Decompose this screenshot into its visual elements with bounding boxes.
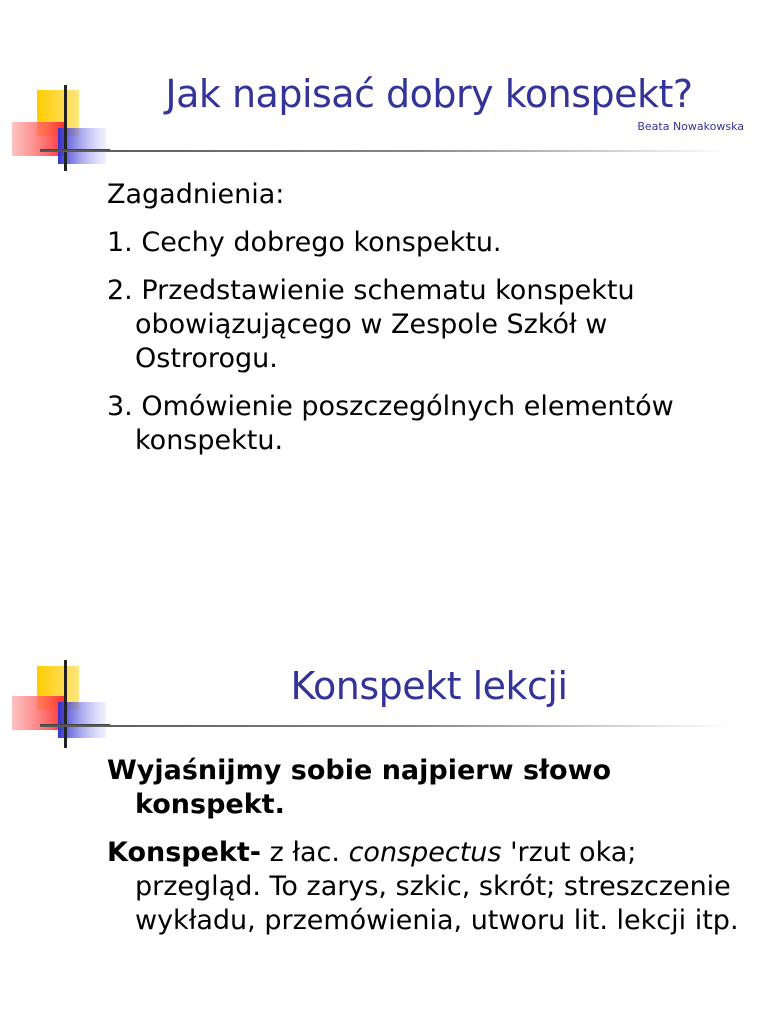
topic-item: 3. Omówienie poszczególnych elementów konspektu. xyxy=(107,391,674,456)
latin-word: conspectus xyxy=(348,837,502,868)
definition-term: Konspekt- xyxy=(107,837,261,868)
topic-item: 2. Przedstawienie schematu konspektu obowiązującego w Zespole Szkół w Ostrorogu. xyxy=(107,275,635,374)
slide-title: Konspekt lekcji xyxy=(290,664,568,708)
topic-item: 1. Cechy dobrego konspektu. xyxy=(107,227,502,258)
slide-corner-decoration xyxy=(0,652,110,762)
topics-heading: Zagadnienia: xyxy=(107,179,285,210)
definition-part: 'rzut oka; przegląd. To zarys, szkic, skrót; streszczenie wykładu, przemówienia, utworu lit. lekcji itp. xyxy=(135,837,739,936)
definition-part: z łac. xyxy=(261,837,349,868)
author-name: Beata Nowakowska xyxy=(637,120,744,133)
slide-body xyxy=(107,178,748,472)
definition-text xyxy=(107,836,748,938)
title-underline xyxy=(40,150,730,152)
slide-2 xyxy=(0,512,768,1024)
slide-title: Jak napisać dobry konspekt? xyxy=(165,72,693,116)
intro-text: Wyjaśnijmy sobie najpierw słowo konspekt. xyxy=(107,755,612,820)
slide-body xyxy=(107,754,748,952)
title-underline xyxy=(40,725,730,727)
slide-corner-decoration xyxy=(0,0,110,180)
